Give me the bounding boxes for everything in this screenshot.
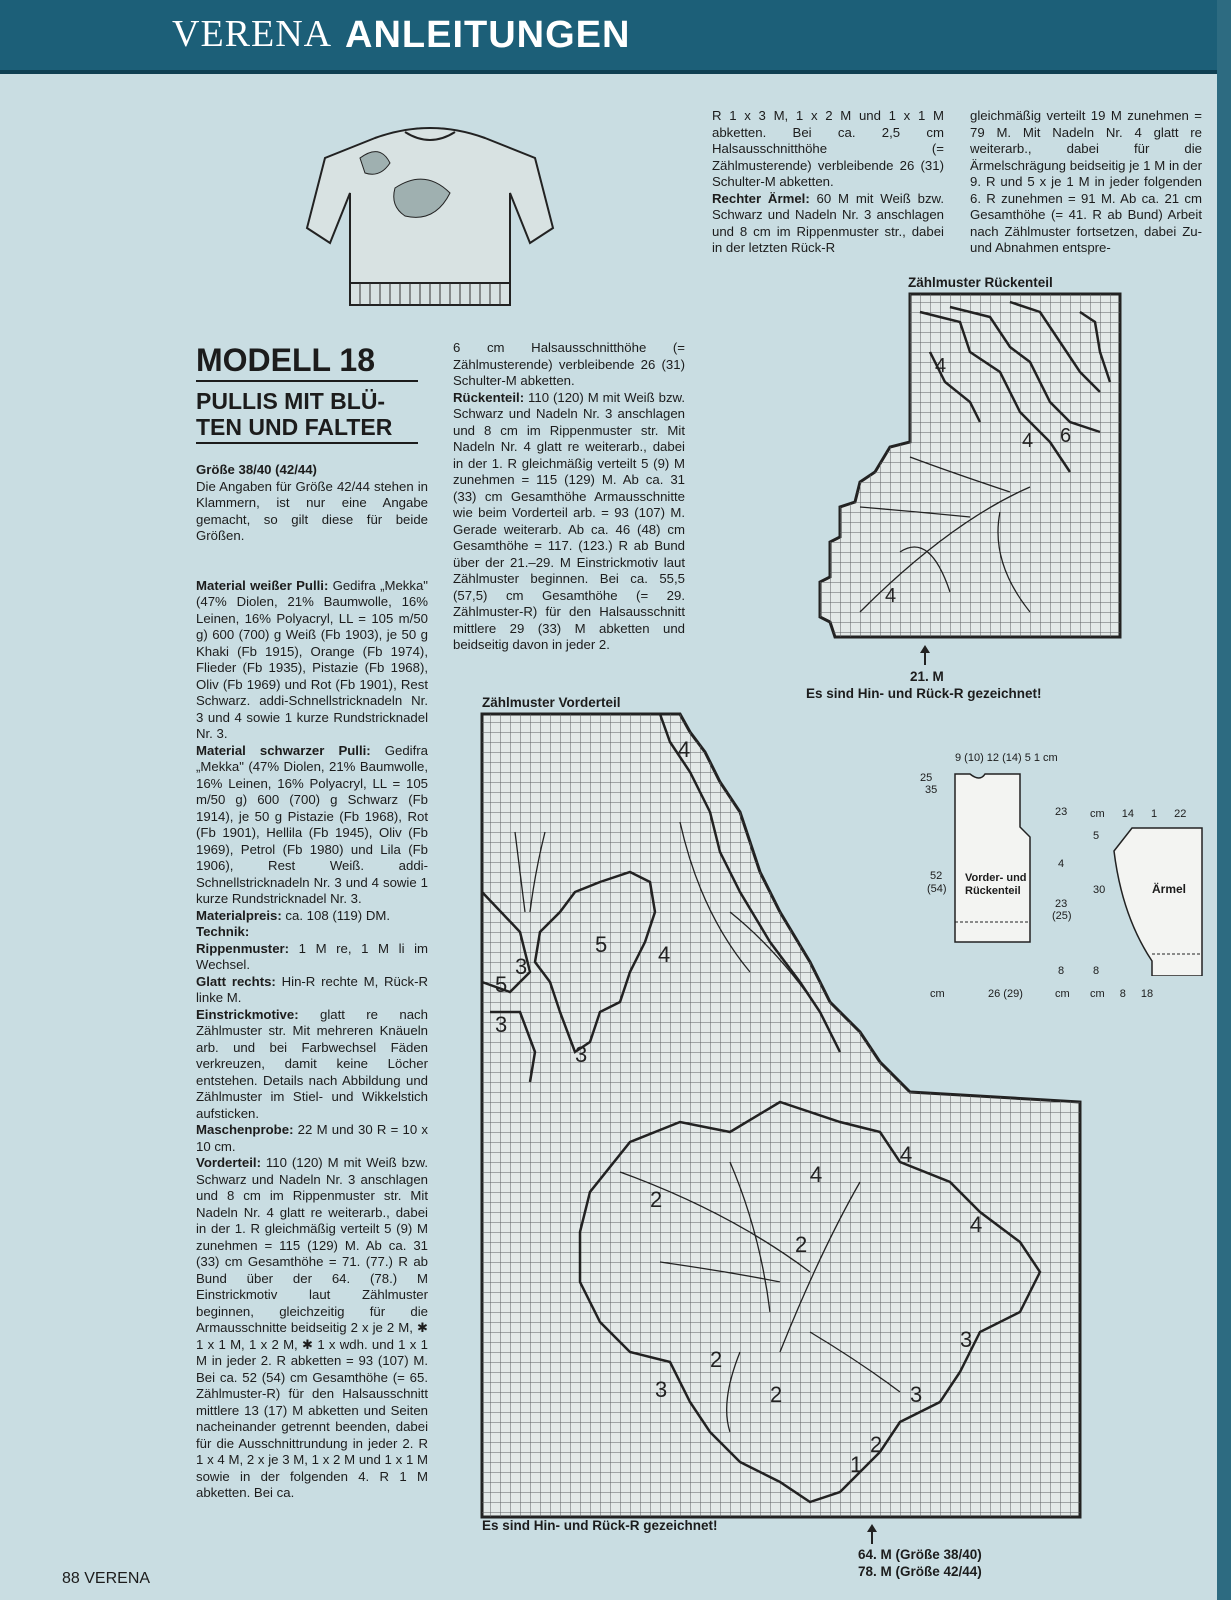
- right-col-b-paragraph: [970, 108, 1202, 257]
- schematic-neck-2: 35: [925, 784, 938, 796]
- left-col-paragraph: [196, 1007, 428, 1123]
- svg-text:2: 2: [650, 1187, 663, 1212]
- right-col-b-text: gleichmäßig verteilt 19 M zunehmen = 79 M. Mit Nadeln Nr. 4 glatt re weiterarb., dabei für die Ärmelschrägung beidseitig je 1 M in der 9. R und 5 x je 1 M in jeder folgenden 6. R zunehmen = 91 M. Ab ca. 21 cm Gesamthöhe (= 41. R ab Bund) Arbeit nach Zählmuster fortsetzen, dabei Zu- und Abnahmen entspre-: [970, 108, 1202, 255]
- front-marker-arrow: [865, 1522, 879, 1546]
- sleeve-cuff: 8: [1093, 965, 1100, 977]
- schematic-cm-left: cm: [930, 988, 945, 1000]
- left-col-paragraph: [196, 941, 428, 974]
- left-col-heading: Material weißer Pulli:: [196, 577, 329, 593]
- sleeve-schematic: [1112, 826, 1207, 976]
- mid-col-paragraph: [453, 390, 685, 654]
- svg-text:5: 5: [595, 932, 608, 957]
- svg-text:2: 2: [870, 1432, 883, 1457]
- schematic-total-height: 52: [930, 870, 943, 882]
- schematic-arm-height: 23: [1055, 806, 1068, 818]
- left-col-heading: Größe 38/40 (42/44): [196, 462, 317, 477]
- left-col-heading: Materialpreis:: [196, 907, 282, 923]
- right-col-a-text: R 1 x 3 M, 1 x 2 M und 1 x 1 M abketten. Bei ca. 2,5 cm Halsausschnitthöhe (= Zählmusterende) verbleibende 26 (31) Schulter-M abketten.: [712, 108, 944, 189]
- back-marker-label: 21. M: [910, 669, 944, 684]
- section-title: ANLEITUNGEN: [345, 14, 631, 56]
- svg-text:3: 3: [495, 1012, 508, 1037]
- svg-text:4: 4: [885, 585, 897, 607]
- svg-text:2: 2: [795, 1232, 808, 1257]
- sleeve-top-dims: cm 14 1 22: [1090, 808, 1187, 820]
- front-chart-title: Zählmuster Vorderteil: [482, 695, 621, 710]
- left-col-heading: Maschenprobe:: [196, 1122, 294, 1137]
- svg-text:4: 4: [1022, 430, 1034, 452]
- left-col-heading: Technik:: [196, 924, 250, 939]
- left-col-paragraph: [196, 479, 428, 545]
- svg-text:3: 3: [960, 1327, 973, 1352]
- svg-text:4: 4: [810, 1162, 823, 1187]
- schematic-rib-height: 8: [1058, 965, 1065, 977]
- left-col-text: Hin-R rechte M, Rück-R linke M.: [196, 973, 428, 1005]
- svg-text:2: 2: [710, 1347, 723, 1372]
- sleeve-bottom-dims: cm 8 18: [1090, 988, 1154, 1000]
- sleeve-label: Ärmel: [1152, 882, 1187, 896]
- back-chart-title: Zählmuster Rückenteil: [908, 275, 1053, 290]
- schematic-top-dims: 9 (10) 12 (14) 5 1 cm: [955, 752, 1058, 764]
- schematic-neck-1: 25: [920, 772, 933, 784]
- svg-text:4: 4: [935, 355, 947, 377]
- mid-col-text: 6 cm Halsausschnitthöhe (= Zählmusterende) verbleibende 26 (31) Schulter-M abketten.: [453, 340, 685, 388]
- back-chart-note: Es sind Hin- und Rück-R gezeichnet!: [806, 686, 1042, 701]
- svg-text:3: 3: [575, 1042, 588, 1067]
- back-marker-arrow: [918, 643, 932, 667]
- back-chart: [800, 292, 1125, 642]
- model-subtitle: [196, 388, 392, 440]
- left-col-text: 22 M und 30 R = 10 x 10 cm.: [196, 1122, 428, 1154]
- left-col-text: glatt re nach Zählmuster str. Mit mehreren Knäueln arb. und bei Farbwechsel Fäden verkreuzen, damit keine Löcher entstehen. Details nach Abbildung und Zählmuster im Stiel- und Wikkelstich aufsticken.: [196, 1006, 428, 1121]
- instructions-right-column-b: [970, 108, 1202, 257]
- left-col-paragraph: [196, 462, 428, 479]
- right-col-a-text: 60 M mit Weiß bzw. Schwarz und Nadeln Nr. 3 anschlagen und 8 cm im Rippenmuster str., dabei in der letzten Rück-R: [712, 190, 945, 255]
- svg-text:1: 1: [850, 1452, 863, 1477]
- svg-text:2: 2: [770, 1382, 783, 1407]
- schematic-mid-height-2: (25): [1052, 910, 1072, 922]
- left-col-paragraph: [196, 908, 428, 925]
- body-schematic: [950, 772, 1050, 952]
- left-col-text: 110 (120) M mit Weiß bzw. Schwarz und Nadeln Nr. 3 anschlagen und 8 cm im Rippenmuster str. Mit Nadeln Nr. 4 glatt re weiterarb., dabei in der 1. R gleichmäßig verteilt 5 (9) M zunehmen = 115 (129) M. Ab ca. 31 (33) cm Gesamthöhe = 71. (77.) R ab Bund über der 64. (78.) M Einstrickmotiv laut Zählmuster beginnen, gleichzeitig für die Armausschnitte beidseitig 2 x je 2 M, ✱ 1 x 1 M, 1 x 2 M, ✱ 1 x wdh. und 1 x 1 M in jeder 2. R abketten = 93 (107) M. Bei ca. 52 (54) cm Gesamthöhe (= 65. Zählmuster-R) für den Halsausschnitt mittlere 13 (17) M abketten und Seiten nacheinander getrennt beenden, dabei für die Ausschnittrundung in jeder 2. R 1 x 4 M, 2 x je 3 M, 1 x 2 M und 1 x 1 M sowie in der folgenden 4. R 1 M abketten. Bei ca.: [196, 1155, 428, 1500]
- page-header: [0, 0, 1231, 74]
- schematic-small-height: 4: [1058, 858, 1065, 870]
- svg-text:4: 4: [970, 1212, 983, 1237]
- right-col-a-heading: Rechter Ärmel:: [712, 190, 810, 206]
- page-number: 88 VERENA: [62, 1570, 151, 1587]
- svg-text:4: 4: [900, 1142, 913, 1167]
- brand-logo: VERENA: [172, 13, 333, 55]
- left-col-heading: Einstrickmotive:: [196, 1006, 299, 1022]
- sleeve-length: 30: [1093, 884, 1106, 896]
- left-col-paragraph: [196, 974, 428, 1007]
- left-col-text: ca. 108 (119) DM.: [281, 907, 390, 923]
- left-col-text: Gedifra „Mekka" (47% Diolen, 21% Baumwolle, 16% Leinen, 16% Polyacryl, LL = 105 m/50 g) 600 (700) g Schwarz (Fb 1914), je 50 g Pistazie (Fb 1968), Rot (Fb 1901), Hellila (Fb 1945), Oliv (Fb 1969), Petrol (Fb 1980) und Lila (Fb 1906), Rest Weiß. addi-Schnellstricknadeln Nr. 3 und 4 sowie 1 kurze Rundstricknadel Nr. 3.: [196, 742, 428, 906]
- left-col-paragraph: [196, 578, 428, 743]
- instructions-left-column: [196, 462, 428, 1502]
- svg-text:3: 3: [515, 954, 528, 979]
- model-title: MODELL 18: [196, 342, 375, 378]
- schematic-width: 26 (29): [988, 988, 1023, 1000]
- instructions-middle-column: [453, 340, 685, 654]
- svg-text:6: 6: [1060, 425, 1072, 447]
- svg-text:3: 3: [910, 1382, 923, 1407]
- sleeve-cap-height: 5: [1093, 830, 1100, 842]
- svg-text:4: 4: [658, 942, 671, 967]
- schematic-body-label: Vorder- und Rückenteil: [965, 872, 1027, 897]
- left-col-text: Die Angaben für Größe 42/44 stehen in Klammern, ist nur eine Angabe gemacht, so gilt diese für beide Größen.: [196, 478, 428, 543]
- subtitle-line-2: TEN UND FALTER: [196, 414, 393, 440]
- title-underline: [196, 380, 418, 382]
- left-col-heading: Rippenmuster:: [196, 940, 290, 956]
- left-col-paragraph: [196, 743, 428, 908]
- front-marker-size1: 64. M (Größe 38/40): [858, 1547, 982, 1562]
- svg-text:4: 4: [678, 737, 691, 762]
- left-col-heading: Material schwarzer Pulli:: [196, 742, 371, 758]
- left-col-paragraph: [196, 1155, 428, 1502]
- front-marker-size2: 78. M (Größe 42/44): [858, 1564, 982, 1579]
- right-col-a-paragraph: [712, 108, 944, 191]
- page-edge: [1217, 0, 1231, 1600]
- subtitle-line-1: PULLIS MIT BLÜ-: [196, 388, 386, 414]
- right-col-a-paragraph: [712, 191, 944, 257]
- front-chart-note: Es sind Hin- und Rück-R gezeichnet!: [482, 1518, 718, 1533]
- schematic-total-height-2: (54): [927, 883, 947, 895]
- left-col-text: 1 M re, 1 M li im Wechsel.: [196, 940, 428, 972]
- mid-col-text: 110 (120) M mit Weiß bzw. Schwarz und Nadeln Nr. 3 anschlagen und 8 cm im Rippenmuster str. Mit Nadeln Nr. 4 glatt re weiterarb., dabei in der 1. R gleichmäßig verteilt 5 (9) M zunehmen = 115 (129) M. Ab ca. 31 (33) cm Gesamthöhe Armausschnitte wie beim Vorderteil arb. = 93 (107) M. Gerade weiterarb. Ab ca. 46 (48) cm Gesamthöhe = 117. (123.) R ab Bund über der 21.–29. M Einstrickmotiv laut Zählmuster beginnen. Bei ca. 55,5 (57,5) cm Gesamthöhe (= 29. Zählmuster-R) für den Halsausschnitt mittlere 29 (33) M abketten und beidseitig davon in jeder 2.: [453, 389, 685, 652]
- sweater-illustration: [305, 118, 555, 313]
- schematic-cm-right: cm: [1055, 988, 1070, 1000]
- left-col-text: Gedifra „Mekka" (47% Diolen, 21% Baumwolle, 16% Leinen, 16% Polyacryl, LL = 105 m/50 g) 600 (700) g Weiß (Fb 1903), je 50 g Khaki (Fb 1915), Orange (Fb 1974), Flieder (Fb 1935), Pistazie (Fb 1968), Oliv (Fb 1969) und Rot (Fb 1901), Rest Schwarz. addi-Schnellstricknadeln Nr. 3 und 4 sowie 1 kurze Rundstricknadel Nr. 3.: [196, 577, 428, 741]
- left-col-heading: Glatt rechts:: [196, 973, 276, 989]
- instructions-right-column-a: [712, 108, 944, 257]
- left-col-paragraph: [196, 924, 428, 941]
- svg-text:5: 5: [495, 972, 508, 997]
- mid-col-paragraph: [453, 340, 685, 390]
- schematic-mid-height: 23: [1055, 898, 1068, 910]
- svg-text:3: 3: [655, 1377, 668, 1402]
- left-col-heading: Vorderteil:: [196, 1155, 261, 1170]
- mid-col-heading: Rückenteil:: [453, 389, 525, 405]
- left-col-paragraph: [196, 1122, 428, 1155]
- subtitle-underline: [196, 442, 418, 444]
